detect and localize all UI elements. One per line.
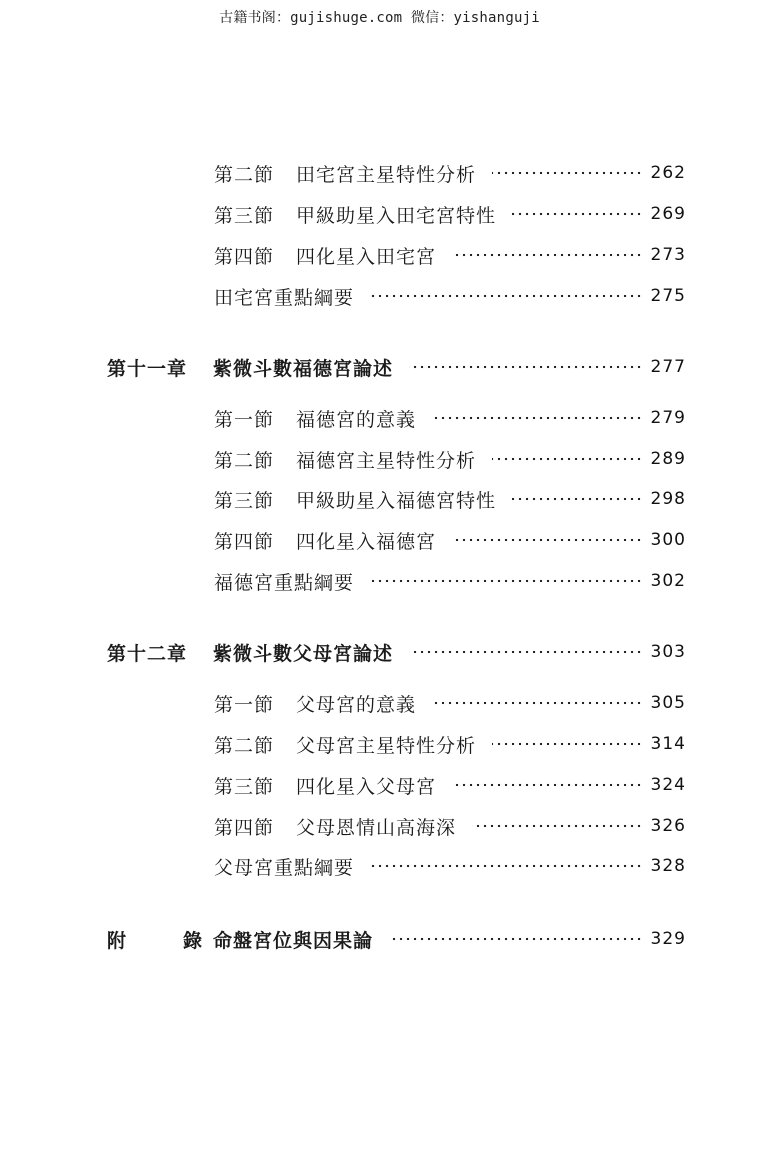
toc-entry[interactable] [214, 729, 686, 759]
toc-entry[interactable] [214, 403, 686, 433]
toc-page-number: 314 [650, 734, 686, 754]
toc-entry[interactable] [214, 199, 686, 229]
toc-page-number: 298 [650, 489, 686, 509]
toc-page-number: 302 [650, 571, 686, 591]
toc-entry[interactable] [214, 281, 686, 311]
toc-page-number: 329 [650, 929, 686, 949]
toc-chapter[interactable] [107, 637, 686, 667]
toc-entry[interactable] [214, 770, 686, 800]
toc-entry[interactable] [214, 158, 686, 188]
dot-leader [432, 403, 643, 433]
toc-entry[interactable] [214, 240, 686, 270]
toc-entry[interactable] [214, 851, 686, 881]
toc-page-number: 324 [650, 775, 686, 795]
toc-entry[interactable] [214, 566, 686, 596]
toc-entry-title: 第二節 福德宮主星特性分析 [214, 449, 477, 472]
dot-leader [492, 729, 643, 759]
toc-entry[interactable] [214, 484, 686, 514]
toc-entry-title: 田宅宮重點綱要 [214, 286, 355, 309]
toc-entry[interactable] [214, 811, 686, 841]
dot-leader [389, 924, 643, 954]
toc-page-number: 328 [650, 856, 686, 876]
toc-entry-title: 第三節 四化星入父母宮 [214, 775, 437, 798]
toc-page-number: 300 [650, 530, 686, 550]
toc-entry[interactable] [214, 444, 686, 474]
toc-entry-title: 福德宮重點綱要 [214, 571, 355, 594]
dot-leader [370, 281, 643, 311]
toc-entry-title: 第四節 四化星入田宅宮 [214, 245, 437, 268]
toc-entry[interactable] [214, 688, 686, 718]
toc-page-number: 275 [650, 286, 686, 306]
toc-page-number: 326 [650, 816, 686, 836]
dot-leader [452, 770, 643, 800]
toc-page-number: 277 [650, 357, 686, 377]
toc-page-number: 289 [650, 449, 686, 469]
dot-leader [512, 199, 643, 229]
toc-entry-title: 第一節 父母宮的意義 [214, 693, 417, 716]
toc-page-number: 279 [650, 408, 686, 428]
dot-leader [492, 444, 643, 474]
toc-page-number: 269 [650, 204, 686, 224]
toc-entry-title: 父母宮重點綱要 [214, 856, 355, 879]
watermark-header: 古籍书阁：gujishuge.com 微信：yishanguji [219, 10, 540, 26]
toc-entry-title: 第四節 父母恩情山高海深 [214, 816, 457, 839]
toc-entry[interactable] [214, 525, 686, 555]
toc-chapter-title: 第十二章 紫微斗數父母宮論述 [107, 642, 394, 665]
dot-leader [512, 484, 643, 514]
toc-appendix-title: 附 錄 命盤宮位與因果論 [107, 929, 374, 952]
dot-leader [432, 688, 643, 718]
toc-page-number: 305 [650, 693, 686, 713]
toc-entry-title: 第三節 甲級助星入田宅宮特性 [214, 204, 497, 227]
dot-leader [452, 525, 643, 555]
toc-page-number: 262 [650, 163, 686, 183]
toc-chapter[interactable] [107, 352, 686, 382]
toc-entry-title: 第二節 田宅宮主星特性分析 [214, 163, 477, 186]
toc-appendix[interactable] [107, 924, 686, 954]
dot-leader [370, 566, 643, 596]
toc-page-number: 273 [650, 245, 686, 265]
toc-page-number: 303 [650, 642, 686, 662]
dot-leader [409, 637, 643, 667]
toc-chapter-title: 第十一章 紫微斗數福德宮論述 [107, 357, 394, 380]
toc-entry-title: 第二節 父母宮主星特性分析 [214, 734, 477, 757]
dot-leader [452, 240, 643, 270]
toc-entry-title: 第一節 福德宮的意義 [214, 408, 417, 431]
toc-entry-title: 第三節 甲級助星入福德宮特性 [214, 489, 497, 512]
dot-leader [492, 158, 643, 188]
dot-leader [472, 811, 643, 841]
dot-leader [370, 851, 643, 881]
dot-leader [409, 352, 643, 382]
toc-entry-title: 第四節 四化星入福德宮 [214, 530, 437, 553]
